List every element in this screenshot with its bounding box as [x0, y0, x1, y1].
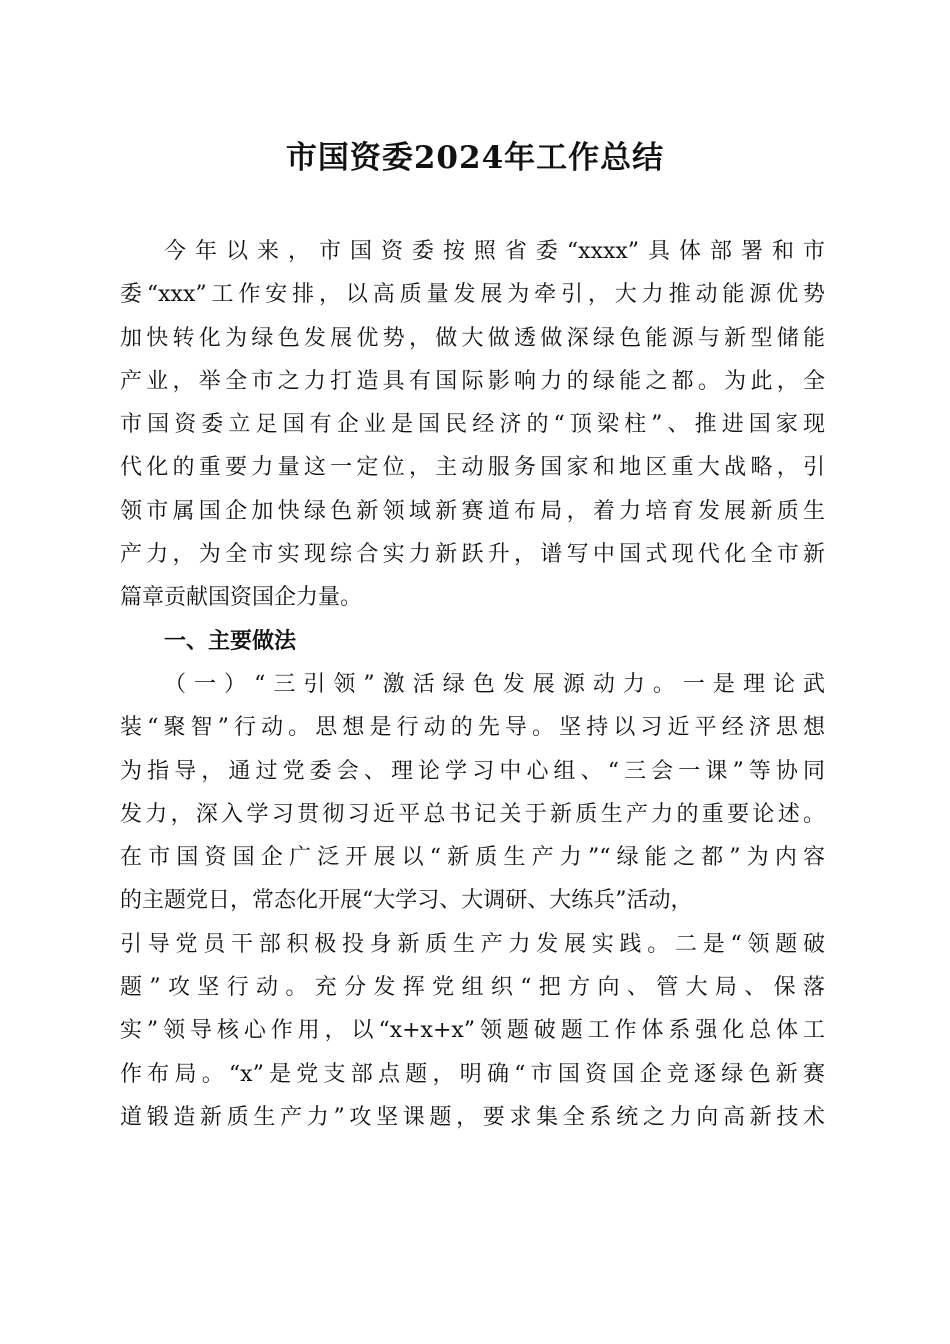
paragraph-line: 加快转化为绿色发展优势，做大做透做深绿色能源与新型储能	[120, 325, 825, 351]
paragraph-line: 发力，深入学习贯彻习近平总书记关于新质生产力的重要论述。	[120, 801, 825, 827]
paragraph-line: 委“xxx”工作安排，以高质量发展为牵引，大力推动能源优势	[120, 282, 825, 308]
paragraph-line: 今年以来，市国资委按照省委“xxxx”具体部署和市	[164, 239, 825, 264]
paragraph-line: 题”攻坚行动。充分发挥党组织“把方向、管大局、保落	[120, 975, 825, 1001]
paragraph-line: 领市属国企加快绿色新领域新赛道布局，着力培育发展新质生	[120, 498, 825, 524]
paragraph-line: 装“聚智”行动。思想是行动的先导。坚持以习近平经济思想	[120, 715, 825, 741]
paragraph-line: （一）“三引领”激活绿色发展源动力。一是理论武	[164, 671, 825, 697]
paragraph-line: 市国资委立足国有企业是国民经济的“顶梁柱”、推进国家现	[120, 412, 825, 438]
paragraph-line: 为指导，通过党委会、理论学习中心组、“三会一课”等协同	[120, 758, 825, 784]
paragraph-line: 产力，为全市实现综合实力新跃升，谱写中国式现代化全市新	[120, 542, 825, 568]
document-title: 市国资委2024年工作总结	[285, 140, 665, 176]
paragraph-line: 道锻造新质生产力”攻坚课题，要求集全系统之力向高新技术	[120, 1104, 825, 1130]
paragraph-line: 篇章贡献国资国企力量。	[120, 585, 363, 611]
paragraph-line: 在市国资国企广泛开展以“新质生产力”“绿能之都”为内容	[120, 845, 825, 871]
document-body	[120, 230, 825, 1139]
paragraph-line: 代化的重要力量这一定位，主动服务国家和地区重大战略，引	[120, 455, 825, 481]
section-heading: 一、主要做法	[164, 627, 297, 654]
paragraph-line: 产业，举全市之力打造具有国际影响力的绿能之都。为此，全	[120, 368, 825, 394]
paragraph-line: 的主题党日，常态化开展“大学习、大调研、大练兵”活动，	[120, 888, 693, 914]
paragraph-line: 作布局。“x”是党支部点题，明确“市国资国企竞逐绿色新赛	[120, 1061, 825, 1087]
paragraph-line: 实”领导核心作用，以“x+x+x”领题破题工作体系强化总体工	[120, 1018, 825, 1044]
paragraph-line: 引导党员干部积极投身新质生产力发展实践。二是“领题破	[120, 931, 825, 957]
